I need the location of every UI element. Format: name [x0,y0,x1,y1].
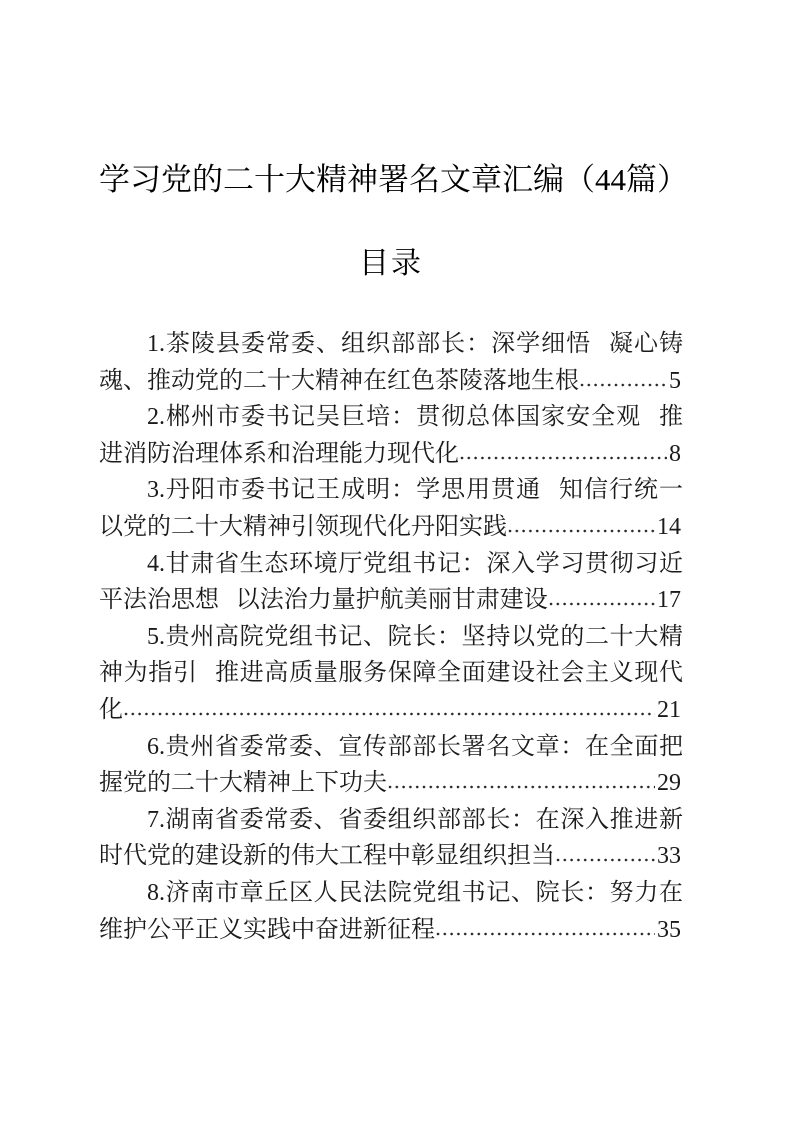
toc-page-number: 35 [657,916,681,943]
toc-entry[interactable] [99,875,683,948]
toc-entry-text: 1.茶陵县委常委、组织部部长：深学细悟 凝心铸魂、推动党的二十大精神在红色茶陵落地生根 [99,331,683,394]
toc-dots [123,711,655,717]
toc-page-number: 21 [657,696,681,723]
toc-page-number: 5 [669,367,681,394]
toc-entry-text: 2.郴州市委书记吴巨培：贯彻总体国家安全观 推进消防治理体系和治理能力现代化 [99,404,683,467]
toc-page-number: 8 [669,440,681,467]
toc-entry[interactable] [99,729,683,802]
toc-entry-text: 6.贵州省委常委、宣传部部长署名文章：在全面把握党的二十大精神上下功夫 [99,733,683,797]
toc-dots [387,784,655,790]
toc-entry-text: 8.济南市章丘区人民法院党组书记、院长：努力在维护公平正义实践中奋进新征程 [99,879,683,943]
toc-entry[interactable] [99,802,683,875]
document-title: 学习党的二十大精神署名文章汇编（44篇） [99,162,688,197]
toc-entry[interactable] [99,326,683,399]
toc-dots [459,455,667,461]
toc-entry[interactable] [99,619,683,729]
toc-page-number: 33 [657,843,681,870]
toc-entry-text: 5.贵州高院党组书记、院长：坚持以党的二十大精神为指引 推进高质量服务保障全面建设社会主义现代化 [99,623,683,723]
toc-dots [548,601,655,607]
toc-list [99,326,683,948]
toc-entry[interactable] [99,546,683,619]
toc-dots [435,931,655,937]
toc-entry[interactable] [99,399,683,472]
toc-dots [555,857,655,863]
toc-page-number: 29 [657,770,681,797]
toc-page-number: 17 [657,587,681,614]
toc-page-number: 14 [657,513,681,540]
toc-heading: 目录 [359,247,423,280]
toc-dots [507,528,655,534]
toc-entry-text: 3.丹阳市委书记王成明：学思用贯通 知信行统一 以党的二十大精神引领现代化丹阳实践 [99,477,683,540]
toc-entry-text: 4.甘肃省生态环境厅党组书记：深入学习贯彻习近平法治思想 以法治力量护航美丽甘肃建设 [99,550,683,614]
toc-dots [579,382,667,388]
toc-entry[interactable] [99,472,683,545]
toc-entry-text: 7.湖南省委常委、省委组织部部长：在深入推进新时代党的建设新的伟大工程中彰显组织担当 [99,806,683,870]
